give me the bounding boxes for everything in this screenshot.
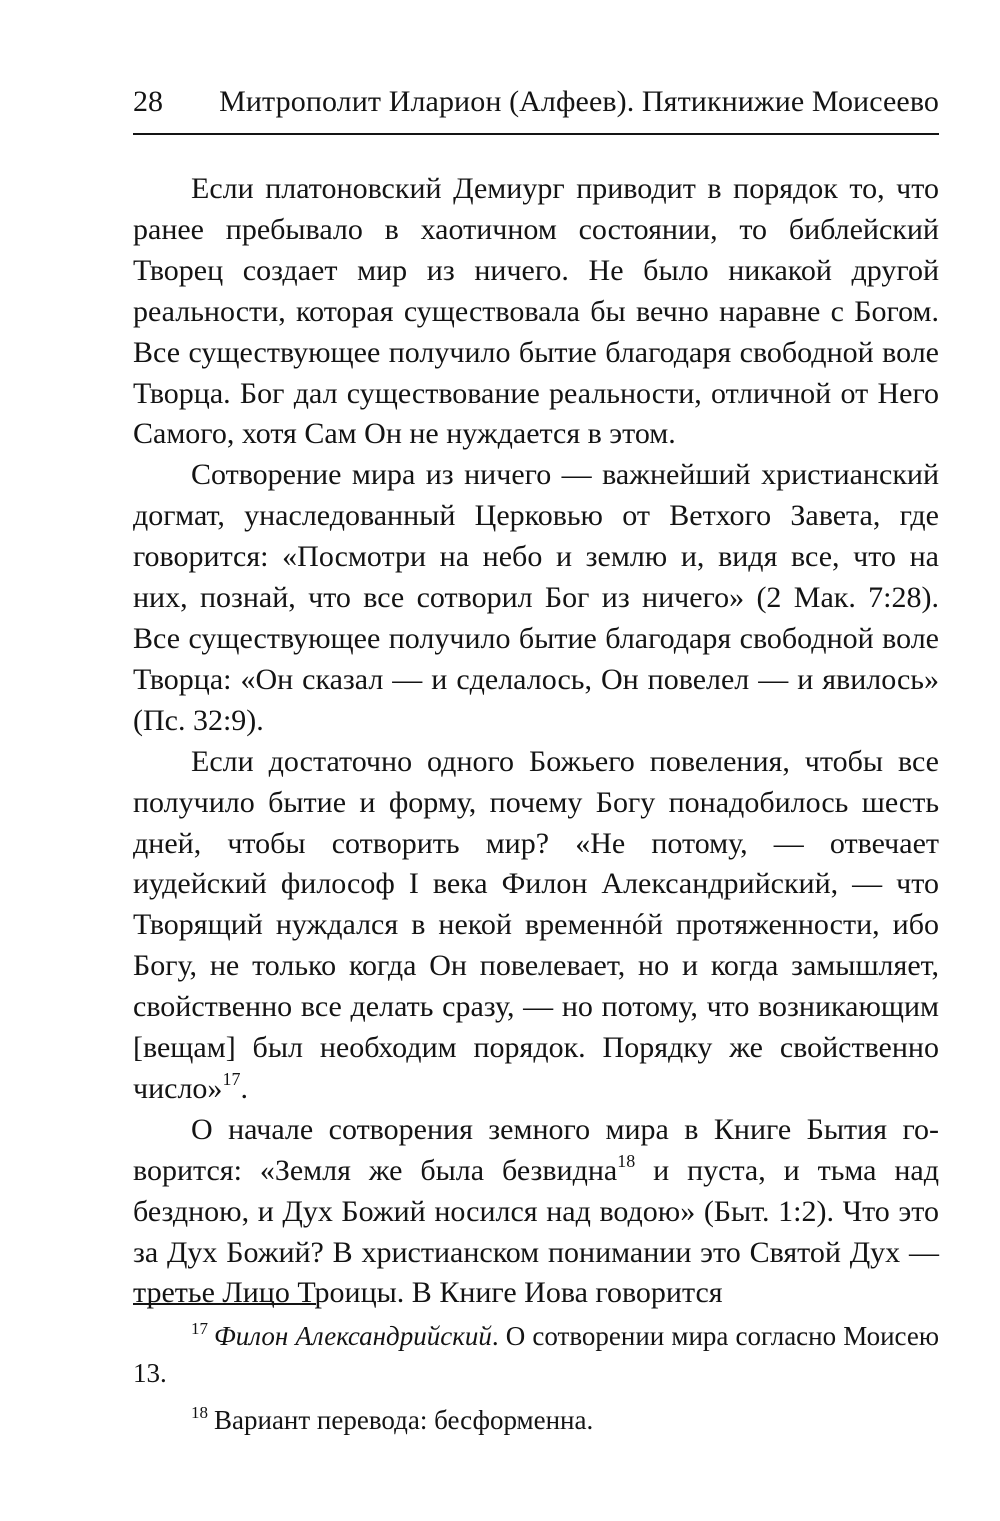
footnote (133, 1318, 939, 1392)
paragraph-text: О начале сотворения земного мира в Книге Бытия говорится: «Земля же была безвидна (133, 1112, 939, 1187)
footnote-mark: 18 (191, 1403, 208, 1422)
footnote-text: Вариант перевода: бесформенна. (214, 1405, 594, 1435)
paragraph-text: Сотворение мира из ничего — важнейший христианский догмат, унаследованный Церковью от Ветхого Завета, где говорится: «Посмотри на небо и землю и, видя все, что на них, познай, что все сотворил Бог из ничего» (2 Мак. 7:28). Все существующее получило бытие благодаря свободной воле Творца: «Он сказал — и сделалось, Он повелел — и явилось» (Пс. 32:9). (133, 458, 939, 737)
paragraph-text: Если достаточно одного Божьего повеления, чтобы все получило бытие и форму, почему Богу понадобилось шесть дней, чтобы сотворить мир? «Не потому, — отвечает иудейский философ I века Филон Александрийский, — что Творящий нуждался в некой временнóй протяженности, ибо Богу, не только когда Он повелевает, но и когда замышляет, свойственно все делать сразу, — но потому, что возникающим [вещам] был необходим порядок. Порядку же свойственно число» (133, 744, 939, 1105)
footnote-author: Филон Александрийский (214, 1321, 492, 1351)
page-header (133, 82, 939, 122)
paragraph-text-tail: и пуста, и тьма над бездною, и Дух Божий носился над водою» (Быт. 1:2). Что это за Дух Божий? В христианском понимании это Святой Дух — третье Лицо Троицы. В Книге Иова говорится (133, 1153, 939, 1310)
paragraph (133, 455, 939, 741)
paragraph (133, 169, 939, 455)
footnote-separator (133, 1303, 316, 1305)
running-title: Митрополит Иларион (Алфеев). Пятикнижие Моисеево (219, 85, 939, 118)
footnote-mark: 17 (191, 1319, 208, 1338)
main-text (133, 169, 939, 1314)
footnotes (133, 1318, 939, 1449)
paragraph-text: Если платоновский Демиург приводит в порядок то, что ранее пребывало в хаотичном состоянии, то библейский Творец создает мир из ничего. Не было никакой другой реальности, которая существовала бы вечно наравне с Богом. Все существующее получило бытие благодаря свободной воле Творца. Бог дал существование реальности, отличной от Него Самого, хотя Сам Он не нуждается в этом. (133, 172, 939, 451)
paragraph (133, 742, 939, 1110)
paragraph-text-tail: . (240, 1071, 248, 1105)
footnote-reference[interactable]: 17 (222, 1068, 241, 1089)
paragraph (133, 1110, 939, 1315)
page-number: 28 (133, 85, 163, 118)
footnote (133, 1402, 939, 1439)
footnote-text: . О сотворении мира согласно Моисею 13. (133, 1321, 940, 1388)
footnote-reference[interactable]: 18 (617, 1150, 636, 1171)
header-rule (133, 133, 939, 135)
